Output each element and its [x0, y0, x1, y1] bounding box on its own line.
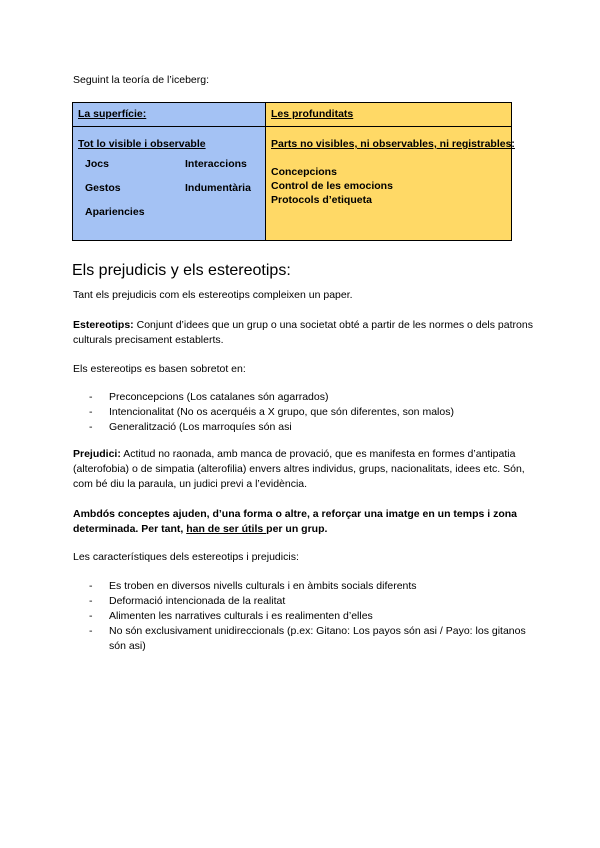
- list-item: - Generalització (Los marroquíes són asi: [73, 420, 533, 435]
- surface-item-apariencies: Apariencies: [85, 206, 145, 218]
- depths-subheader: Parts no visibles, ni observables, ni registrables:: [271, 138, 515, 150]
- list-item: - No són exclusivament unidireccionals (p.ex: Gitano: Los payos són asi / Payo: los gitanos són asi): [73, 624, 533, 654]
- prejudice-text: Actitud no raonada, amb manca de provació, que es manifesta en formes d’antipatia (alterofobia) o de simpatia (alterofilia) envers altres individus, grups, nacionalitats, idees etc. Són, com bé diu la paraula, un judici previ a l’evidència.: [73, 448, 525, 490]
- list-item: - Es troben en diversos nivells culturals i en àmbits socials diferents: [73, 579, 533, 594]
- stereotype-text: Conjunt d’idees que un grup o una societat obté a partir de les normes o dels patrons culturals precisament establerts.: [73, 319, 533, 346]
- bases-intro: Els estereotips es basen sobretot en:: [73, 363, 246, 375]
- bases-list: [73, 390, 533, 435]
- depths-item-protocols: Protocols d’etiqueta: [271, 194, 372, 206]
- prejudice-definition: [73, 447, 533, 492]
- list-item: - Deformació intencionada de la realitat: [73, 594, 533, 609]
- iceberg-table: [72, 102, 515, 241]
- surface-header: La superfície:: [78, 108, 147, 120]
- conclusion-paragraph: [73, 507, 533, 537]
- depths-header-cell: [266, 103, 511, 127]
- stereotype-definition: [73, 318, 533, 348]
- surface-subheader: Tot lo visible i observable: [78, 138, 206, 150]
- features-list: [73, 579, 533, 654]
- conclusion-part1: Ambdós conceptes ajuden, d’una forma o altre, a reforçar una imatge en un temps i zona determinada. Per tant,: [73, 508, 518, 535]
- features-intro: Les característiques dels estereotips i prejudicis:: [73, 551, 299, 563]
- surface-item-interaccions: Interaccions: [185, 158, 247, 170]
- surface-header-cell: [73, 103, 266, 127]
- depths-item-concepcions: Concepcions: [271, 166, 337, 178]
- surface-item-indumentaria: Indumentària: [185, 182, 251, 194]
- paragraph-intro: Tant els prejudicis com els estereotips compleixen un paper.: [73, 289, 353, 301]
- depths-body-cell: [266, 127, 515, 240]
- surface-item-gestos: Gestos: [85, 182, 121, 194]
- conclusion-underlined: han de ser útils: [186, 523, 267, 535]
- surface-item-jocs: Jocs: [85, 158, 109, 170]
- intro-text: Seguint la teoría de l’iceberg:: [73, 74, 210, 86]
- depths-item-control-emocions: Control de les emocions: [271, 180, 393, 192]
- conclusion-part2: per un grup.: [266, 523, 328, 535]
- section-title: Els prejudicis y els estereotips:: [72, 262, 291, 279]
- stereotype-term: Estereotips:: [73, 319, 134, 331]
- surface-body-cell: [73, 127, 266, 240]
- list-item: - Intencionalitat (No os acerquéis a X grupo, que són diferentes, son malos): [73, 405, 533, 420]
- list-item: - Preconcepcions (Los catalanes són agarrados): [73, 390, 533, 405]
- prejudice-term: Prejudici:: [73, 448, 121, 460]
- depths-header: Les profunditats: [271, 108, 354, 120]
- list-item: - Alimenten les narratives culturals i es realimenten d’elles: [73, 609, 533, 624]
